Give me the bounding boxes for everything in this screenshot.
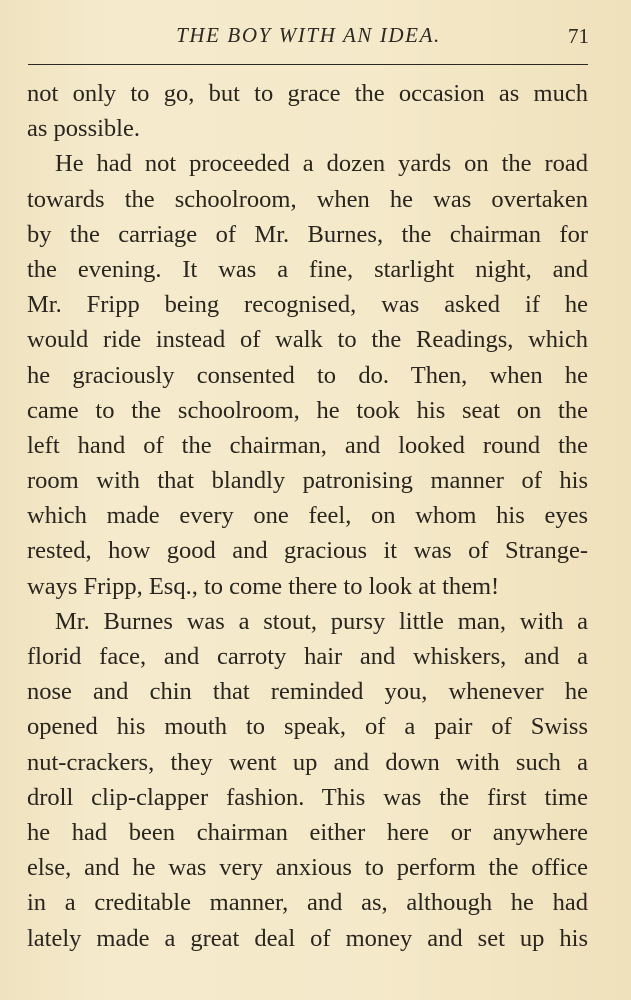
text-line-24: in a creditable manner, and as, although he had (27, 889, 588, 917)
text-line-13: which made every one feel, on whom his eyes (27, 502, 588, 530)
header-rule (28, 64, 588, 65)
text-line-19: opened his mouth to speak, of a pair of Swiss (27, 713, 588, 741)
text-line-16: Mr. Burnes was a stout, pursy little man, with a (55, 607, 588, 635)
text-line-03: He had not proceeded a dozen yards on the road (55, 150, 588, 178)
text-line-08: would ride instead of walk to the Readings, which (27, 326, 588, 354)
text-line-04: towards the schoolroom, when he was overtaken (27, 185, 588, 213)
text-line-11: left hand of the chairman, and looked round the (27, 431, 588, 459)
page-number: 71 (568, 24, 589, 48)
running-title: THE BOY WITH AN IDEA. (176, 23, 441, 47)
text-line-20: nut-crackers, they went up and down with such a (27, 748, 588, 776)
text-line-09: he graciously consented to do. Then, when he (27, 361, 588, 389)
text-line-12: room with that blandly patronising manner of his (27, 467, 588, 495)
text-line-15: ways Fripp, Esq., to come there to look at them! (27, 572, 500, 600)
text-line-07: Mr. Fripp being recognised, was asked if he (27, 291, 588, 319)
text-line-25: lately made a great deal of money and set up his (27, 924, 588, 952)
running-head (28, 18, 589, 52)
text-line-17: florid face, and carroty hair and whiskers, and a (27, 643, 588, 670)
text-line-10: came to the schoolroom, he took his seat on the (27, 396, 588, 424)
text-line-22: he had been chairman either here or anywhere (27, 818, 588, 846)
text-line-05: by the carriage of Mr. Burnes, the chairman for (27, 220, 588, 248)
text-line-18: nose and chin that reminded you, whenever he (27, 678, 588, 706)
body-text (27, 76, 588, 956)
text-line-21: droll clip-clapper fashion. This was the first time (27, 783, 588, 811)
text-line-01: not only to go, but to grace the occasion as much (27, 80, 588, 107)
text-line-14: rested, how good and gracious it was of Strange- (27, 537, 588, 565)
text-line-23: else, and he was very anxious to perform the office (27, 854, 588, 882)
text-line-02: as possible. (27, 115, 140, 143)
text-line-06: the evening. It was a fine, starlight night, and (27, 255, 588, 283)
